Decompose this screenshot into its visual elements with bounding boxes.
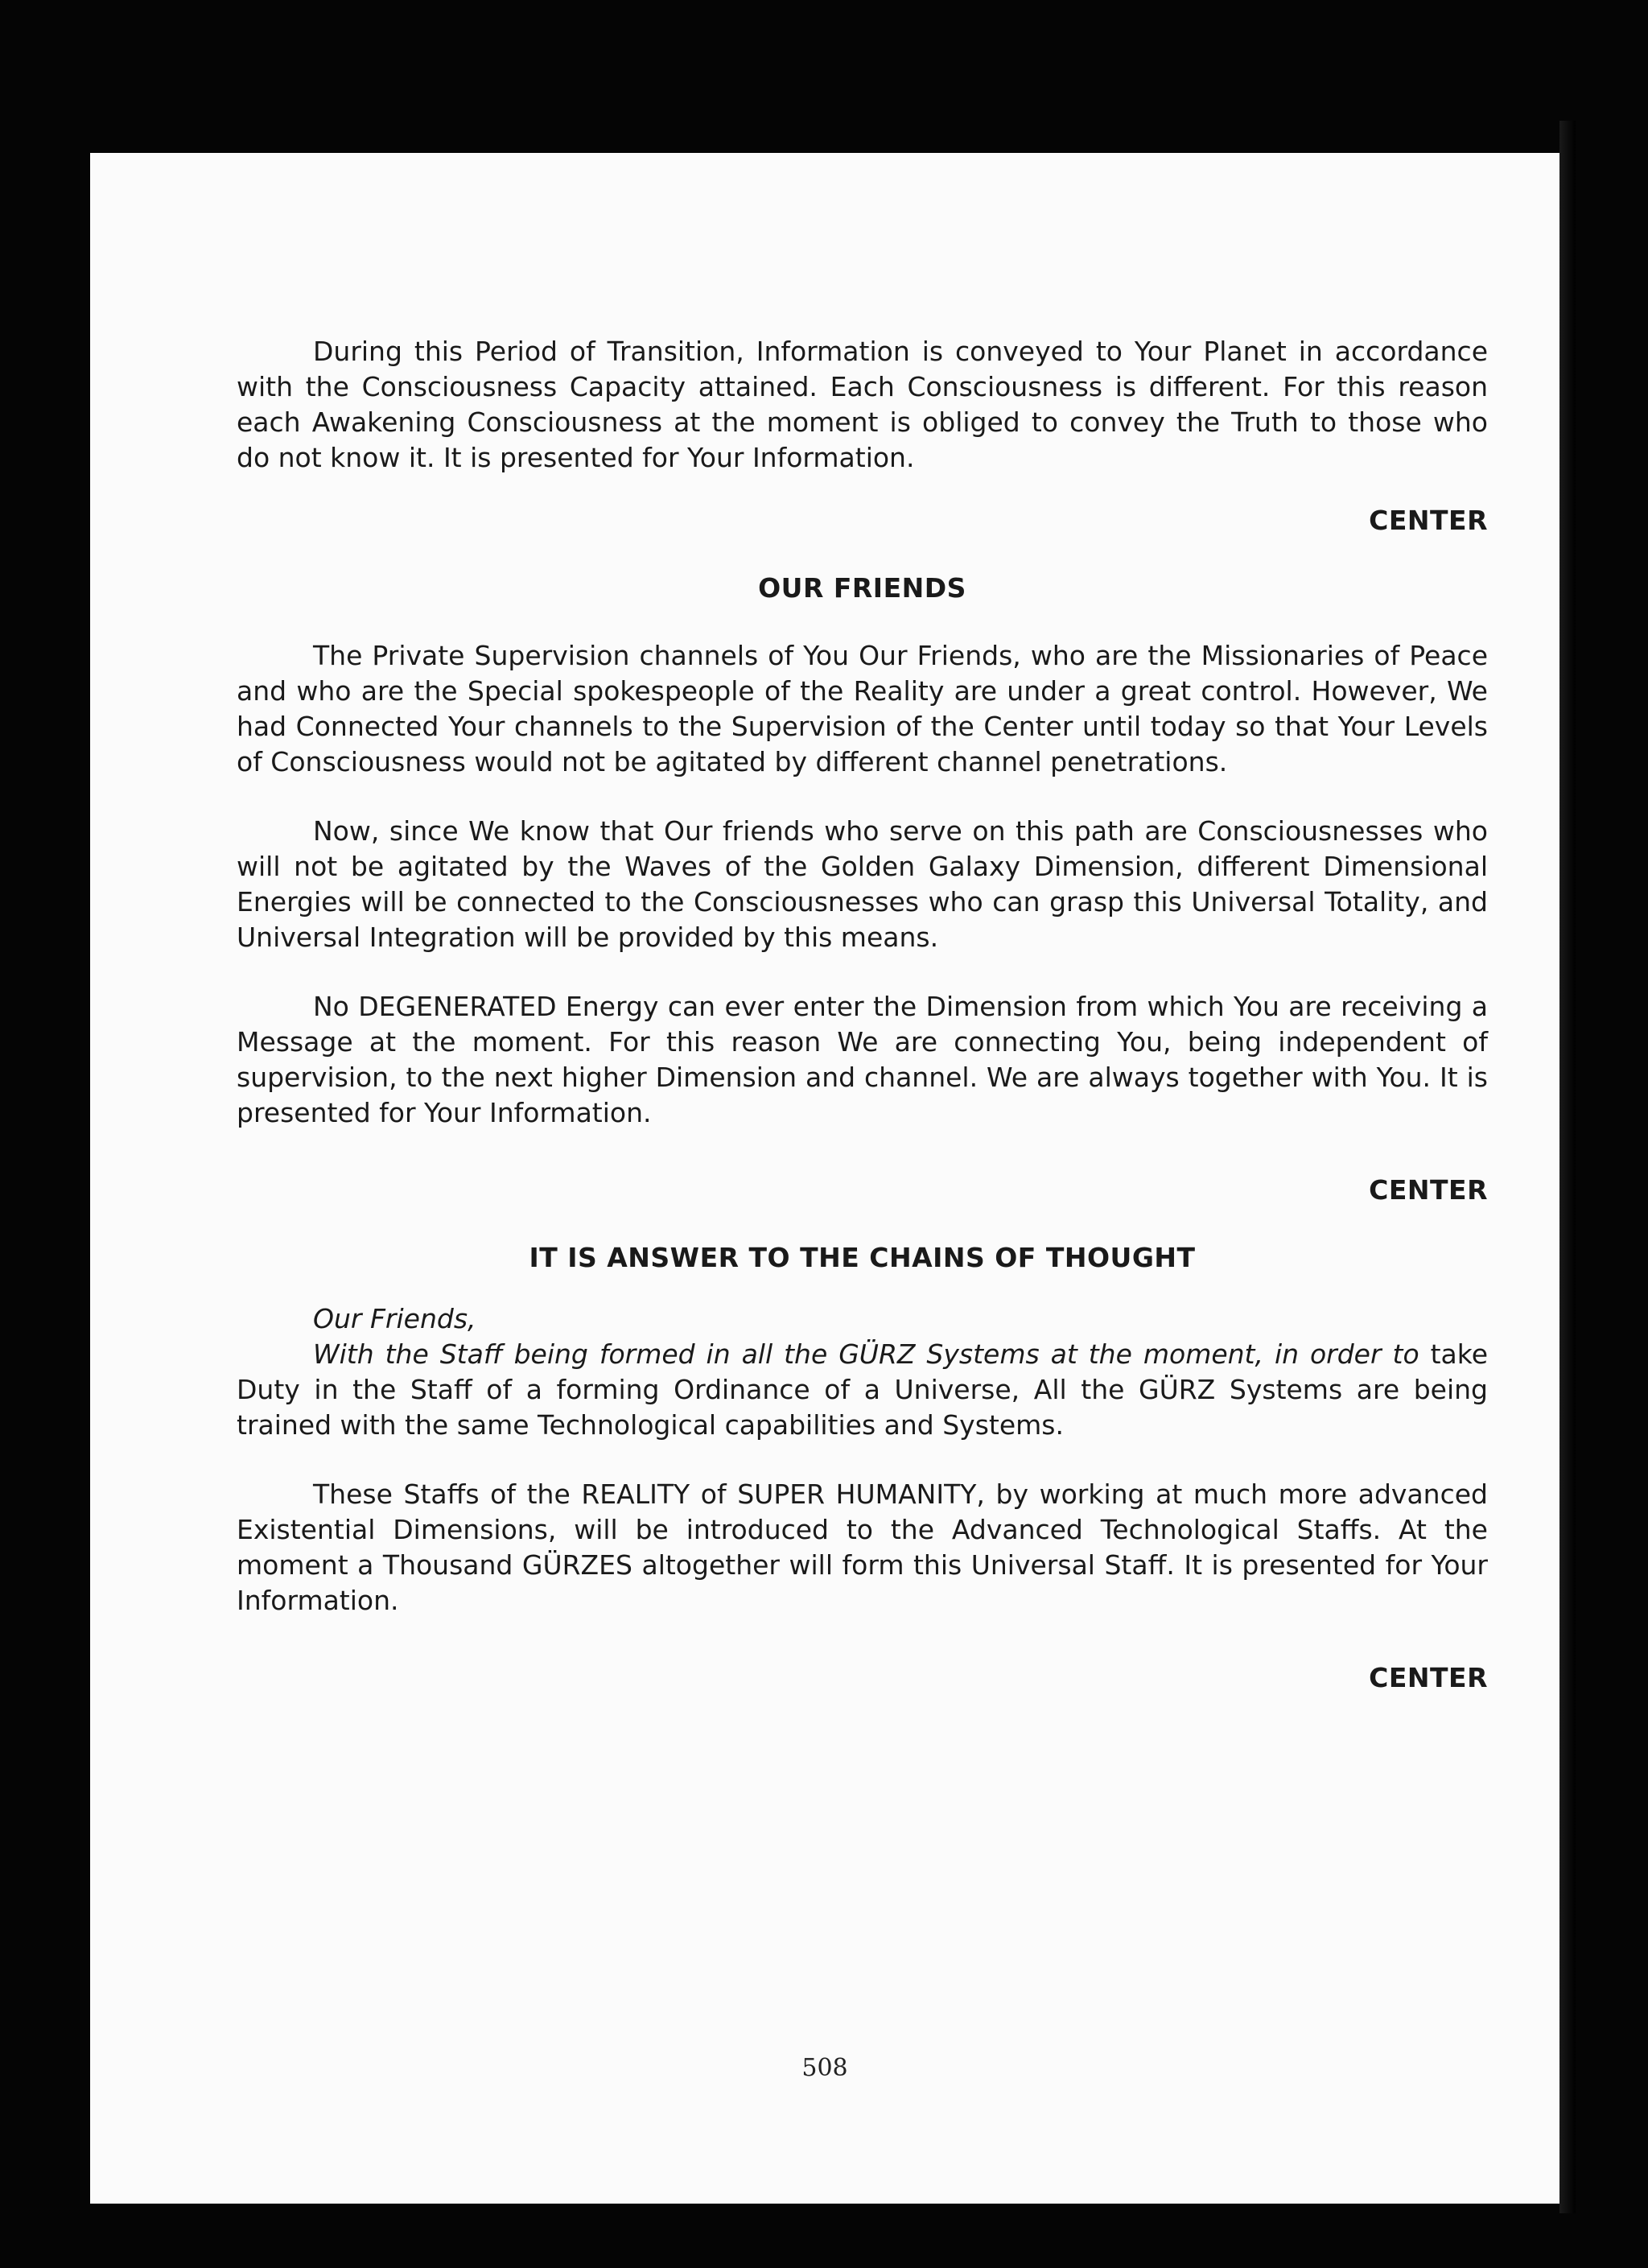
document-page — [90, 153, 1559, 2204]
section3-heading: IT IS ANSWER TO THE CHAINS OF THOUGHT — [529, 1242, 1196, 1273]
section2-signature: CENTER — [1369, 1174, 1488, 1206]
section3-italic-lead: With the Staff being formed in all the GÜRZ Systems at the moment, in order to — [313, 1338, 1419, 1370]
section3-salutation: Our Friends, — [313, 1303, 476, 1334]
page-content — [237, 334, 1488, 1696]
section3-paragraph-1 — [237, 1337, 1488, 1443]
section3-signature: CENTER — [1369, 1662, 1488, 1693]
scan-edge-shadow — [1559, 121, 1576, 2213]
page-number: 508 — [801, 2054, 848, 2082]
section3-paragraph-1-rest: take Duty in the Staff of a forming Ordinance of a Universe, All the GÜRZ Systems are being trained with the same Technological capabilities and Systems. — [237, 1338, 1488, 1441]
section3-paragraph-2: These Staffs of the REALITY of SUPER HUMANITY, by working at much more advanced Existential Dimensions, will be introduced to the Advanced Technological Staffs. At the moment a Thousand GÜRZES altogether will form this Universal Staff. It is presented for Your Information. — [237, 1478, 1488, 1616]
section2-paragraph-3: No DEGENERATED Energy can ever enter the Dimension from which You are receiving a Message at the moment. For this reason We are connecting You, being independent of supervision, to the next higher Dimension and channel. We are always together with You. It is presented for Your Information. — [237, 991, 1488, 1128]
section1-signature: CENTER — [1369, 505, 1488, 536]
section2-paragraph-2: Now, since We know that Our friends who serve on this path are Consciousnesses who will not be agitated by the Waves of the Golden Galaxy Dimension, different Dimensional Energies will be connected to the Consciousnesses who can grasp this Universal Totality, and Universal Integration will be provided by this means. — [237, 815, 1488, 953]
section1-paragraph: During this Period of Transition, Information is conveyed to Your Planet in accordance with the Consciousness Capacity attained. Each Consciousness is different. For this reason each Awakening Consciousness at the moment is obliged to convey the Truth to those who do not know it. It is presented for Your Information. — [237, 336, 1488, 473]
section2-paragraph-1: The Private Supervision channels of You Our Friends, who are the Missionaries of Peace and who are the Special spokespeople of the Reality are under a great control. However, We had Connected Your channels to the Supervision of the Center until today so that Your Levels of Consciousness would not be agitated by different channel penetrations. — [237, 640, 1488, 777]
section2-heading: OUR FRIENDS — [758, 572, 966, 604]
